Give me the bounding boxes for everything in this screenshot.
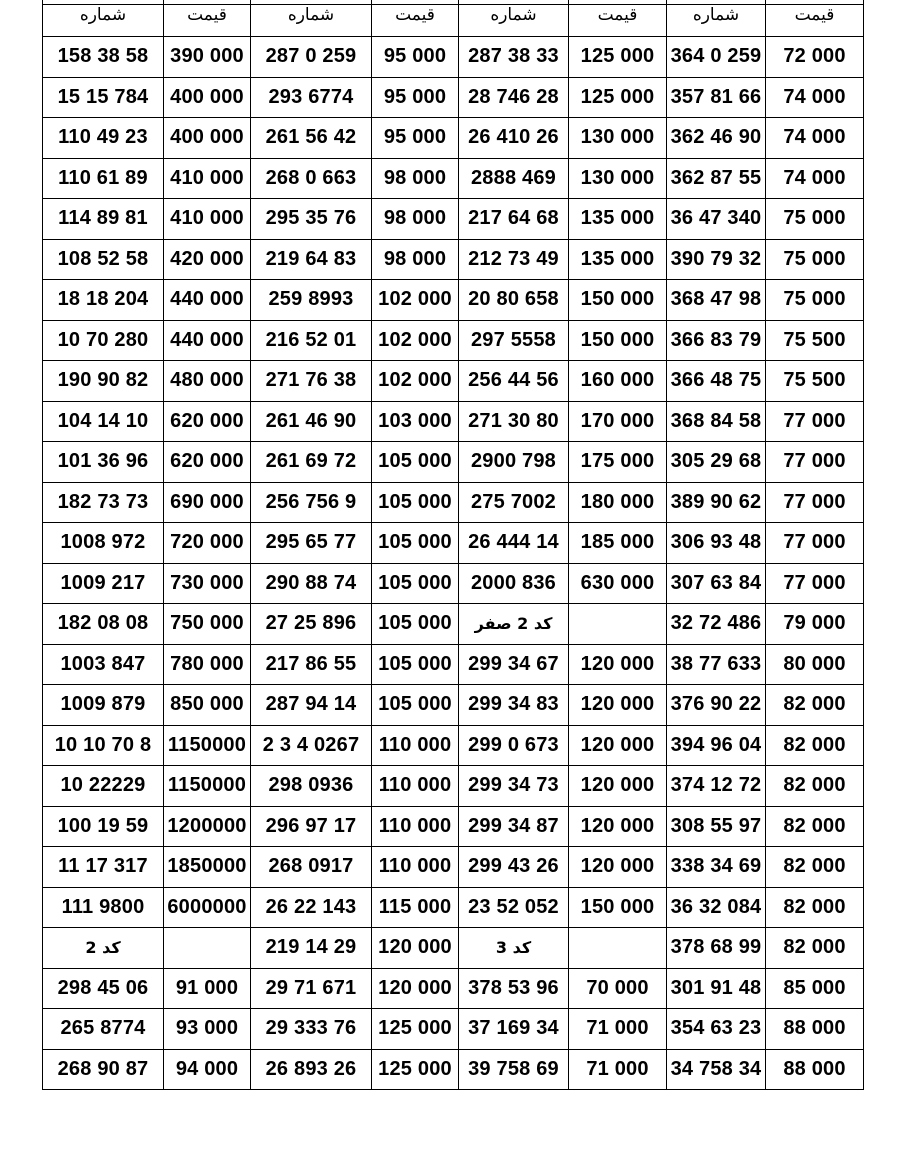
number-cell: 26 893 26 (251, 1049, 372, 1090)
number-cell: 390 79 32 (667, 239, 766, 280)
table-row (43, 239, 864, 280)
price-cell: 125 000 (569, 77, 667, 118)
price-cell: 175 000 (569, 442, 667, 483)
price-cell: 850 000 (164, 685, 251, 726)
price-cell: 102 000 (372, 320, 459, 361)
number-cell: 299 34 67 (459, 644, 569, 685)
price-cell: 1200000 (164, 806, 251, 847)
number-cell: 268 0 663 (251, 158, 372, 199)
price-cell: 70 000 (569, 968, 667, 1009)
number-cell: 295 35 76 (251, 199, 372, 240)
price-cell: 115 000 (372, 887, 459, 928)
table-row (43, 887, 864, 928)
table-row (43, 968, 864, 1009)
price-cell: 75 500 (766, 320, 864, 361)
price-cell: 77 000 (766, 523, 864, 564)
number-cell: 32 72 486 (667, 604, 766, 645)
number-cell: 301 91 48 (667, 968, 766, 1009)
price-cell: 77 000 (766, 401, 864, 442)
price-cell: 130 000 (569, 118, 667, 159)
number-cell: 394 96 04 (667, 725, 766, 766)
table-row (43, 766, 864, 807)
number-cell: 268 0917 (251, 847, 372, 888)
price-cell: 102 000 (372, 361, 459, 402)
price-cell: 105 000 (372, 644, 459, 685)
header-number: شماره (43, 5, 164, 37)
price-cell: 82 000 (766, 928, 864, 969)
price-cell: 71 000 (569, 1049, 667, 1090)
price-cell: 77 000 (766, 482, 864, 523)
price-cell: 750 000 (164, 604, 251, 645)
price-cell: 105 000 (372, 442, 459, 483)
number-cell: 376 90 22 (667, 685, 766, 726)
price-cell: 120 000 (372, 928, 459, 969)
number-cell: 101 36 96 (43, 442, 164, 483)
price-cell: 410 000 (164, 199, 251, 240)
price-cell: 74 000 (766, 77, 864, 118)
table-row (43, 806, 864, 847)
price-cell: 150 000 (569, 280, 667, 321)
price-cell: 91 000 (164, 968, 251, 1009)
number-cell: 217 86 55 (251, 644, 372, 685)
header-price: قيمت (766, 5, 864, 37)
number-cell: 108 52 58 (43, 239, 164, 280)
number-cell: 10 10 70 8 (43, 725, 164, 766)
table-row (43, 563, 864, 604)
header-number: شماره (251, 5, 372, 37)
header-number: شماره (667, 5, 766, 37)
price-cell: 135 000 (569, 199, 667, 240)
number-cell: 354 63 23 (667, 1009, 766, 1050)
price-cell: 620 000 (164, 401, 251, 442)
price-cell: 82 000 (766, 806, 864, 847)
number-cell: 299 34 73 (459, 766, 569, 807)
price-cell: 98 000 (372, 158, 459, 199)
price-cell: 80 000 (766, 644, 864, 685)
price-cell: 82 000 (766, 766, 864, 807)
number-cell: 295 65 77 (251, 523, 372, 564)
number-cell: 212 73 49 (459, 239, 569, 280)
number-cell: 297 5558 (459, 320, 569, 361)
number-cell: 26 444 14 (459, 523, 569, 564)
header-number: شماره (459, 5, 569, 37)
number-cell: كد 2 صفر (459, 604, 569, 645)
price-cell: 105 000 (372, 482, 459, 523)
number-cell: 287 0 259 (251, 37, 372, 78)
price-cell: 150 000 (569, 887, 667, 928)
number-cell: 219 64 83 (251, 239, 372, 280)
number-cell: 290 88 74 (251, 563, 372, 604)
table-row (43, 361, 864, 402)
price-cell: 110 000 (372, 806, 459, 847)
number-cell: 11 17 317 (43, 847, 164, 888)
price-cell: 75 000 (766, 239, 864, 280)
number-cell: 216 52 01 (251, 320, 372, 361)
number-cell: 1009 217 (43, 563, 164, 604)
price-cell: 105 000 (372, 563, 459, 604)
number-cell: 110 49 23 (43, 118, 164, 159)
number-cell: 298 45 06 (43, 968, 164, 1009)
number-cell: 2900 798 (459, 442, 569, 483)
price-cell: 480 000 (164, 361, 251, 402)
price-cell: 730 000 (164, 563, 251, 604)
table-row (43, 685, 864, 726)
price-cell: 102 000 (372, 280, 459, 321)
header-row (43, 5, 864, 37)
number-cell: 366 83 79 (667, 320, 766, 361)
price-cell: 82 000 (766, 847, 864, 888)
number-cell: كد 2 (43, 928, 164, 969)
price-cell: 780 000 (164, 644, 251, 685)
number-cell: 362 46 90 (667, 118, 766, 159)
price-cell (569, 928, 667, 969)
price-cell: 690 000 (164, 482, 251, 523)
number-cell: 10 22229 (43, 766, 164, 807)
table-row (43, 199, 864, 240)
price-cell: 135 000 (569, 239, 667, 280)
table-row (43, 280, 864, 321)
number-cell: 298 0936 (251, 766, 372, 807)
table-row (43, 118, 864, 159)
price-cell: 1150000 (164, 766, 251, 807)
number-cell: 34 758 34 (667, 1049, 766, 1090)
number-cell: 217 64 68 (459, 199, 569, 240)
price-cell: 420 000 (164, 239, 251, 280)
price-cell: 105 000 (372, 685, 459, 726)
price-cell: 77 000 (766, 442, 864, 483)
number-cell: 259 8993 (251, 280, 372, 321)
price-cell (569, 604, 667, 645)
number-cell: 362 87 55 (667, 158, 766, 199)
number-cell: 38 77 633 (667, 644, 766, 685)
number-cell: 36 47 340 (667, 199, 766, 240)
price-cell: 75 500 (766, 361, 864, 402)
number-cell: 20 80 658 (459, 280, 569, 321)
price-cell (164, 928, 251, 969)
number-cell: 1009 879 (43, 685, 164, 726)
price-cell: 120 000 (569, 806, 667, 847)
number-cell: 261 69 72 (251, 442, 372, 483)
number-cell: 1008 972 (43, 523, 164, 564)
number-cell: 364 0 259 (667, 37, 766, 78)
number-cell: 27 25 896 (251, 604, 372, 645)
number-cell: 299 34 87 (459, 806, 569, 847)
price-cell: 95 000 (372, 37, 459, 78)
number-cell: 182 73 73 (43, 482, 164, 523)
number-cell: 299 0 673 (459, 725, 569, 766)
table-row (43, 604, 864, 645)
number-cell: 338 34 69 (667, 847, 766, 888)
number-cell: 28 746 28 (459, 77, 569, 118)
number-cell: 261 46 90 (251, 401, 372, 442)
price-cell: 82 000 (766, 685, 864, 726)
price-cell: 110 000 (372, 847, 459, 888)
number-cell: 368 84 58 (667, 401, 766, 442)
number-cell: 366 48 75 (667, 361, 766, 402)
price-cell: 130 000 (569, 158, 667, 199)
number-cell: 36 32 084 (667, 887, 766, 928)
price-cell: 630 000 (569, 563, 667, 604)
number-cell: 287 94 14 (251, 685, 372, 726)
number-cell: 374 12 72 (667, 766, 766, 807)
price-cell: 110 000 (372, 725, 459, 766)
price-cell: 103 000 (372, 401, 459, 442)
price-cell: 72 000 (766, 37, 864, 78)
price-cell: 440 000 (164, 320, 251, 361)
price-cell: 125 000 (372, 1009, 459, 1050)
price-cell: 150 000 (569, 320, 667, 361)
number-cell: 111 9800 (43, 887, 164, 928)
price-cell: 400 000 (164, 77, 251, 118)
number-cell: 110 61 89 (43, 158, 164, 199)
price-cell: 88 000 (766, 1009, 864, 1050)
number-cell: 268 90 87 (43, 1049, 164, 1090)
number-cell: 265 8774 (43, 1009, 164, 1050)
number-cell: 306 93 48 (667, 523, 766, 564)
number-cell: 1003 847 (43, 644, 164, 685)
header-price: قيمت (569, 5, 667, 37)
number-cell: 256 44 56 (459, 361, 569, 402)
price-cell: 82 000 (766, 887, 864, 928)
number-cell: 18 18 204 (43, 280, 164, 321)
number-cell: 29 333 76 (251, 1009, 372, 1050)
number-cell: 23 52 052 (459, 887, 569, 928)
price-cell: 88 000 (766, 1049, 864, 1090)
price-cell: 71 000 (569, 1009, 667, 1050)
price-cell: 94 000 (164, 1049, 251, 1090)
price-cell: 98 000 (372, 199, 459, 240)
price-table (42, 0, 864, 1090)
table-row (43, 482, 864, 523)
number-cell: 305 29 68 (667, 442, 766, 483)
price-cell: 74 000 (766, 118, 864, 159)
price-cell: 120 000 (372, 968, 459, 1009)
price-cell: 77 000 (766, 563, 864, 604)
price-cell: 74 000 (766, 158, 864, 199)
price-cell: 1850000 (164, 847, 251, 888)
price-cell: 440 000 (164, 280, 251, 321)
header-price: قيمت (372, 5, 459, 37)
number-cell: 190 90 82 (43, 361, 164, 402)
price-cell: 410 000 (164, 158, 251, 199)
table-row (43, 37, 864, 78)
price-cell: 75 000 (766, 199, 864, 240)
number-cell: 368 47 98 (667, 280, 766, 321)
price-cell: 95 000 (372, 118, 459, 159)
number-cell: 307 63 84 (667, 563, 766, 604)
price-cell: 6000000 (164, 887, 251, 928)
table-row (43, 644, 864, 685)
number-cell: 389 90 62 (667, 482, 766, 523)
number-cell: 182 08 08 (43, 604, 164, 645)
price-cell: 170 000 (569, 401, 667, 442)
price-cell: 120 000 (569, 766, 667, 807)
price-cell: 75 000 (766, 280, 864, 321)
price-cell: 120 000 (569, 725, 667, 766)
price-cell: 620 000 (164, 442, 251, 483)
table-row (43, 158, 864, 199)
price-cell: 120 000 (569, 644, 667, 685)
price-cell: 95 000 (372, 77, 459, 118)
number-cell: 378 68 99 (667, 928, 766, 969)
table-row (43, 725, 864, 766)
price-cell: 120 000 (569, 847, 667, 888)
number-cell: 26 410 26 (459, 118, 569, 159)
price-cell: 390 000 (164, 37, 251, 78)
number-cell: 293 6774 (251, 77, 372, 118)
number-cell: 2000 836 (459, 563, 569, 604)
price-cell: 180 000 (569, 482, 667, 523)
number-cell: 299 34 83 (459, 685, 569, 726)
table-row (43, 442, 864, 483)
number-cell: 26 22 143 (251, 887, 372, 928)
number-cell: 275 7002 (459, 482, 569, 523)
number-cell: 287 38 33 (459, 37, 569, 78)
table-row (43, 320, 864, 361)
price-cell: 185 000 (569, 523, 667, 564)
price-cell: 105 000 (372, 523, 459, 564)
table-row (43, 77, 864, 118)
table-row (43, 847, 864, 888)
number-cell: 10 70 280 (43, 320, 164, 361)
price-cell: 1150000 (164, 725, 251, 766)
table-row (43, 1009, 864, 1050)
price-cell: 720 000 (164, 523, 251, 564)
table-row (43, 523, 864, 564)
price-cell: 110 000 (372, 766, 459, 807)
number-cell: 15 15 784 (43, 77, 164, 118)
table-row (43, 1049, 864, 1090)
number-cell: 100 19 59 (43, 806, 164, 847)
number-cell: 114 89 81 (43, 199, 164, 240)
price-cell: 125 000 (569, 37, 667, 78)
number-cell: 256 756 9 (251, 482, 372, 523)
table-row (43, 401, 864, 442)
price-cell: 400 000 (164, 118, 251, 159)
number-cell: 261 56 42 (251, 118, 372, 159)
number-cell: 104 14 10 (43, 401, 164, 442)
number-cell: كد 3 (459, 928, 569, 969)
price-cell: 105 000 (372, 604, 459, 645)
price-cell: 93 000 (164, 1009, 251, 1050)
number-cell: 2 3 4 0267 (251, 725, 372, 766)
number-cell: 39 758 69 (459, 1049, 569, 1090)
number-cell: 357 81 66 (667, 77, 766, 118)
table-row (43, 928, 864, 969)
number-cell: 37 169 34 (459, 1009, 569, 1050)
number-cell: 271 30 80 (459, 401, 569, 442)
number-cell: 158 38 58 (43, 37, 164, 78)
number-cell: 2888 469 (459, 158, 569, 199)
number-cell: 299 43 26 (459, 847, 569, 888)
price-cell: 82 000 (766, 725, 864, 766)
number-cell: 271 76 38 (251, 361, 372, 402)
price-cell: 125 000 (372, 1049, 459, 1090)
header-price: قيمت (164, 5, 251, 37)
number-cell: 29 71 671 (251, 968, 372, 1009)
price-cell: 98 000 (372, 239, 459, 280)
price-cell: 160 000 (569, 361, 667, 402)
price-cell: 79 000 (766, 604, 864, 645)
number-cell: 296 97 17 (251, 806, 372, 847)
number-cell: 219 14 29 (251, 928, 372, 969)
number-cell: 378 53 96 (459, 968, 569, 1009)
number-cell: 308 55 97 (667, 806, 766, 847)
price-cell: 120 000 (569, 685, 667, 726)
price-cell: 85 000 (766, 968, 864, 1009)
